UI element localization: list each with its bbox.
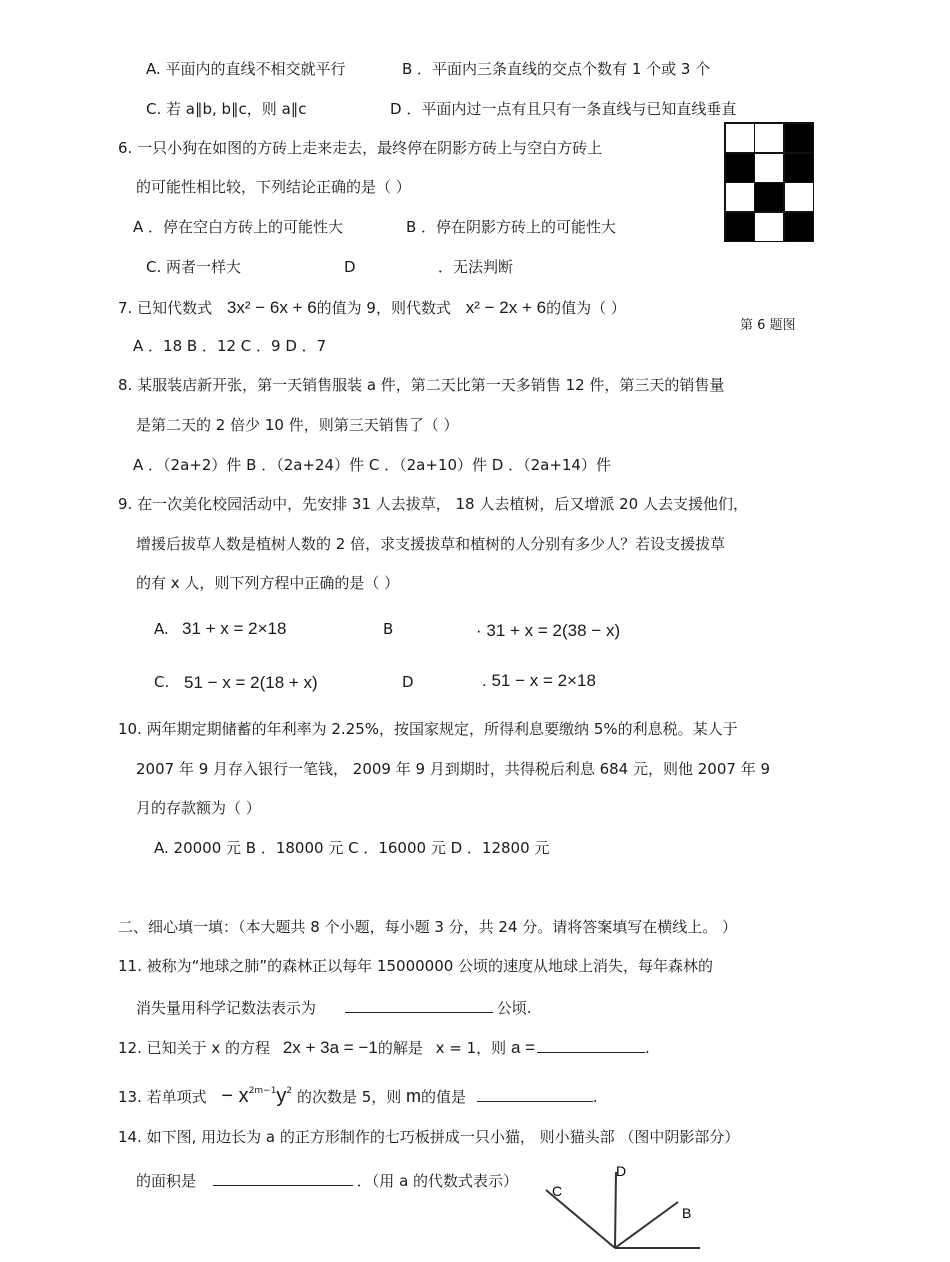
label-c: C bbox=[552, 1183, 563, 1199]
shaded-tile bbox=[725, 212, 755, 242]
q6-option-b: B ．停在阴影方砖上的可能性大 bbox=[406, 218, 617, 236]
q9-stem-line2: 增援后拔草人数是植树人数的 2 倍，求支援拔草和植树的人分别有多少人？若设支援拔草 bbox=[136, 535, 726, 553]
q9-option-a-label: A. bbox=[154, 620, 169, 638]
q10-stem-line1: 10. 两年期定期储蓄的年利率为 2.25%，按国家规定，所得利息要缴纳 5%的利息税。某人于 bbox=[118, 720, 738, 738]
q9-option-a-equation: 31 + x = 2×18 bbox=[182, 619, 287, 638]
q7-expr2: x² − 2x + 6 bbox=[465, 298, 547, 317]
q6-option-c: C. 两者一样大 bbox=[146, 258, 242, 276]
q6-option-d-text: ．无法判断 bbox=[438, 258, 514, 276]
q13-exp-m: 2m−1 bbox=[248, 1086, 277, 1096]
q14-angle-figure bbox=[540, 1160, 710, 1260]
q11-stem-line1: 11. 被称为“地球之肺”的森林正以每年 15000000 公顷的速度从地球上消失，每年森林的 bbox=[118, 957, 714, 975]
label-b: B bbox=[682, 1205, 692, 1221]
q12-prefix: 12. 已知关于 x 的方程 bbox=[118, 1039, 271, 1057]
q9-option-b-label: B bbox=[383, 620, 394, 638]
q6-option-a: A ．停在空白方砖上的可能性大 bbox=[133, 218, 344, 236]
q9-option-b-equation: · 31 + x = 2(38 − x) bbox=[476, 621, 621, 640]
shaded-tile bbox=[754, 182, 784, 212]
q7-stem bbox=[118, 298, 626, 318]
blank-tile bbox=[725, 123, 755, 153]
q12-stem: 12. 已知关于 x 的方程 2x + 3a = −1的解是 x = 1，则 a = . bbox=[118, 1038, 650, 1057]
q13-var: m bbox=[406, 1086, 422, 1106]
q10-options: A. 20000 元 B ．18000 元 C ．16000 元 D ．12800 元 bbox=[154, 839, 550, 857]
q14-prefix: 的面积是 bbox=[136, 1172, 197, 1190]
q8-stem-line2: 是第二天的 2 倍少 10 件，则第三天销售了（ ） bbox=[136, 416, 459, 434]
q8-options: A ．（2a+2）件 B ．（2a+24）件 C ．（2a+10）件 D ．（2a+14）件 bbox=[133, 456, 611, 474]
q6-figure-caption: 第 6 题图 bbox=[740, 318, 796, 333]
q11-suffix: 公顷. bbox=[496, 999, 532, 1017]
q6-stem-line2: 的可能性相比较，下列结论正确的是（ ） bbox=[136, 178, 411, 196]
label-d: D bbox=[616, 1163, 627, 1179]
q14-suffix: ．（用 a 的代数式表示） bbox=[356, 1172, 519, 1190]
q9-option-d-equation: . 51 − x = 2×18 bbox=[482, 671, 596, 690]
q13-exp-2: 2 bbox=[286, 1086, 293, 1096]
blank-tile bbox=[754, 153, 784, 183]
q14-answer-blank[interactable] bbox=[213, 1169, 353, 1186]
q11-prefix: 消失量用科学记数法表示为 bbox=[136, 999, 317, 1017]
section-2-heading: 二、细心填一填：（本大题共 8 个小题，每小题 3 分，共 24 分。请将答案填写在横线上。 ） bbox=[118, 918, 738, 936]
q14-stem-line2 bbox=[136, 1169, 518, 1191]
q9-option-c-equation: 51 − x = 2(18 + x) bbox=[184, 673, 318, 692]
q13-suffix: 的值是 bbox=[421, 1088, 467, 1106]
q10-stem-line3: 月的存款额为（ ） bbox=[136, 799, 261, 817]
blank-tile bbox=[725, 182, 755, 212]
blank-tile bbox=[754, 212, 784, 242]
q6-option-d-letter: D bbox=[344, 258, 356, 276]
shaded-tile bbox=[725, 153, 755, 183]
q9-stem-line1: 9. 在一次美化校园活动中，先安排 31 人去拔草， 18 人去植树，后又增派 20 人去支援他们， bbox=[118, 495, 748, 513]
q14-stem-line1: 14. 如下图, 用边长为 a 的正方形制作的七巧板拼成一只小猫， 则小猫头部 （图中阴影部分） bbox=[118, 1128, 740, 1146]
q8-stem-line1: 8. 某服装店新开张，第一天销售服装 a 件，第二天比第一天多销售 12 件，第三天的销售量 bbox=[118, 376, 725, 394]
q7-options: A ．18 B ．12 C ．9 D ．7 bbox=[133, 337, 327, 355]
q13-prefix: 13. 若单项式 bbox=[118, 1088, 207, 1106]
shaded-tile bbox=[784, 123, 814, 153]
ray-d bbox=[615, 1172, 616, 1248]
blank-tile bbox=[754, 123, 784, 153]
q7-suffix: 的值为（ ） bbox=[546, 299, 626, 317]
q10-stem-line2: 2007 年 9 月存入银行一笔钱， 2009 年 9 月到期时，共得税后利息 684 元，则他 2007 年 9 bbox=[136, 760, 771, 778]
q5-option-a: A. 平面内的直线不相交就平行 bbox=[146, 60, 346, 78]
q12-solution: x = 1，则 bbox=[435, 1039, 507, 1057]
q11-answer-blank[interactable] bbox=[345, 996, 493, 1013]
q6-stem-line1: 6. 一只小狗在如图的方砖上走来走去，最终停在阴影方砖上与空白方砖上 bbox=[118, 139, 603, 157]
q12-var: a = bbox=[510, 1038, 536, 1057]
blank-tile bbox=[784, 182, 814, 212]
q13-stem: 13. 若单项式 − $x^{2m-1}y^2$ 的次数是 5，则 m的值是 . bbox=[118, 1085, 598, 1107]
q9-option-c-label: C. bbox=[154, 673, 170, 691]
q9-stem-line3: 的有 x 人，则下列方程中正确的是（ ） bbox=[136, 574, 400, 592]
q13-monomial-y: y bbox=[276, 1085, 287, 1107]
q7-prefix: 7. 已知代数式 bbox=[118, 299, 213, 317]
q6-tile-grid-figure bbox=[724, 122, 814, 242]
q5-option-b: B ．平面内三条直线的交点个数有 1 个或 3 个 bbox=[402, 60, 711, 78]
q13-answer-blank[interactable] bbox=[477, 1085, 593, 1102]
q11-stem-line2 bbox=[136, 996, 532, 1018]
shaded-tile bbox=[784, 153, 814, 183]
q12-equation: 2x + 3a = −1 bbox=[282, 1038, 378, 1057]
q13-monomial-x: − x bbox=[221, 1085, 249, 1107]
q7-expr1: 3x² − 6x + 6 bbox=[226, 298, 317, 317]
q7-mid: 的值为 9，则代数式 bbox=[316, 299, 451, 317]
shaded-tile bbox=[784, 212, 814, 242]
q12-answer-blank[interactable] bbox=[537, 1036, 645, 1053]
ray-b bbox=[615, 1202, 678, 1248]
q12-mid: 的解是 bbox=[377, 1039, 423, 1057]
q13-mid: 的次数是 5，则 bbox=[296, 1088, 402, 1106]
q9-option-d-label: D bbox=[402, 673, 414, 691]
q5-option-c: C. 若 a∥b, b∥c，则 a∥c bbox=[146, 100, 307, 118]
q5-option-d: D ．平面内过一点有且只有一条直线与已知直线垂直 bbox=[390, 100, 737, 118]
